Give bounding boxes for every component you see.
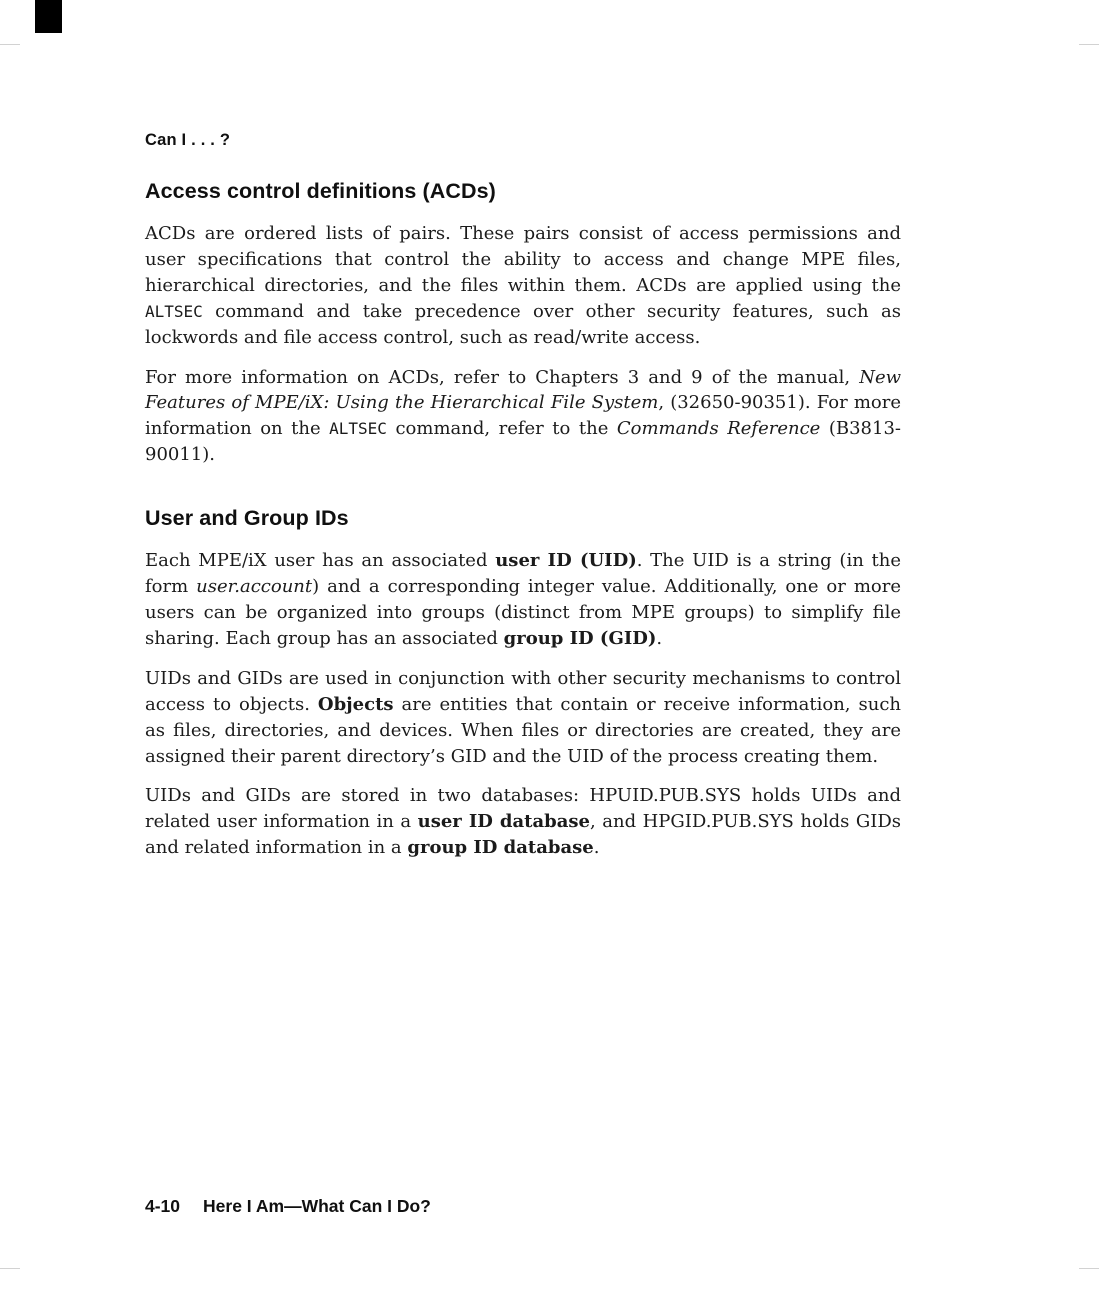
term-user-account: user.account [196, 576, 313, 598]
paragraph-ids-3 [145, 783, 901, 861]
text-run: For more information on ACDs, refer to Chapters 3 and 9 of the manual, [145, 366, 860, 388]
section-heading-user-group-ids: User and Group IDs [145, 506, 349, 531]
text-run: (B3813-90011). [145, 418, 901, 466]
crop-mark-top-right [1079, 44, 1099, 45]
crop-mark-top-left [0, 44, 20, 45]
page-footer [145, 1196, 431, 1217]
term-user-id: user ID (UID) [495, 550, 637, 572]
text-run: UIDs and GIDs are used in conjunction with other security mechanisms to control access to objects. [145, 667, 901, 715]
crop-mark-bottom-left [0, 1268, 20, 1269]
manual-title: New Features of MPE/iX: Using the Hierarchical File System [145, 366, 901, 414]
term-user-id-database: user ID database [417, 811, 590, 833]
text-run: UIDs and GIDs are stored in two databases: HPUID.PUB.SYS holds UIDs and related user information in a [145, 785, 901, 833]
section-heading-acds: Access control definitions (ACDs) [145, 179, 496, 203]
term-group-id: group ID (GID) [503, 627, 657, 649]
text-run: Each MPE/iX user has an associated [145, 550, 496, 572]
crop-mark-bottom-right [1079, 1268, 1099, 1269]
manual-title: Commands Reference [616, 418, 821, 440]
text-run: ACDs are ordered lists of pairs. These pairs consist of access permissions and user specifications that control the ability to access and change MPE files, hierarchical directories, and the files within them. ACDs are applied using the [145, 223, 901, 296]
paragraph-acds-2 [145, 365, 901, 469]
footer-chapter-title: Here I Am—What Can I Do? [203, 1196, 431, 1216]
text-run: , and HPGID.PUB.SYS holds GIDs and related information in a [145, 811, 902, 859]
term-objects: Objects [317, 693, 394, 715]
inline-command: ALTSEC [329, 419, 387, 439]
inline-command: ALTSEC [145, 301, 203, 321]
page-edge-black-mark [35, 0, 62, 33]
text-run: . [593, 837, 600, 859]
text-run: , (32650-90351). For more information on the [145, 392, 901, 440]
paragraph-ids-2 [145, 666, 901, 770]
text-run: command, refer to the [386, 418, 617, 440]
text-run: are entities that contain or receive information, such as files, directories, and devices. When files or directories are created, they are assigned their parent directory’s GID and the UID of the process creating them. [145, 693, 902, 767]
document-page-content [145, 131, 901, 861]
text-run: ) and a corresponding integer value. Additionally, one or more users can be organized into groups (distinct from MPE groups) to simplify file sharing. Each group has an associated [145, 576, 901, 649]
text-run: command and take precedence over other security features, such as lockwords and file access control, such as read/write access. [145, 300, 901, 348]
paragraph-ids-1 [145, 548, 901, 652]
text-run: . The UID is a string (in the form [145, 550, 902, 598]
running-header: Can I . . . ? [145, 131, 231, 149]
term-group-id-database: group ID database [407, 837, 594, 859]
text-run: . [656, 627, 663, 649]
page-number: 4-10 [145, 1196, 181, 1216]
paragraph-acds-1 [145, 221, 901, 351]
